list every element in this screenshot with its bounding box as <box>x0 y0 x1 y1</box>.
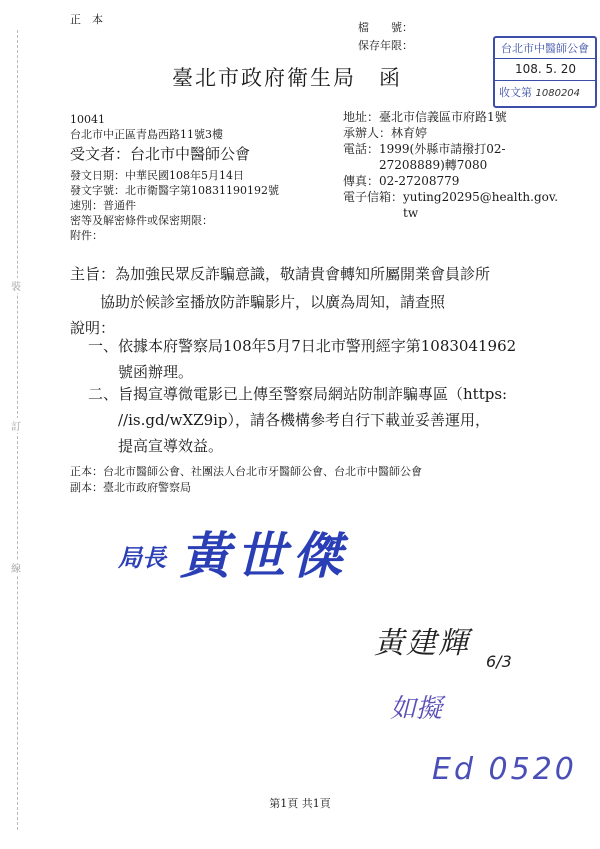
recipient-name: 台北市中醫師公會 <box>130 145 251 163</box>
contact-email: 電子信箱：yuting20295@health.gov. <box>343 190 559 204</box>
contact-email-cont: tw <box>403 206 419 220</box>
explanation-label: 說明： <box>70 319 116 337</box>
attachment: 附件： <box>70 229 103 242</box>
director-title: 局長 <box>118 544 166 572</box>
meta-block <box>70 168 279 243</box>
stamp-receipt <box>499 84 580 100</box>
contact-phone-cont: 27208889)轉7080 <box>379 158 488 172</box>
explanation-item-1: 一、依據本府警察局108年5月7日北市警刑經字第1083041962 號函辦理。 <box>88 337 517 381</box>
receipt-stamp <box>493 36 597 108</box>
sender-address: 台北市中正區青島西路11號3樓 <box>70 128 223 141</box>
handwritten-initials: Ed 0520 <box>432 752 577 787</box>
sender-postcode: 10041 <box>70 113 105 126</box>
binding-char-zhuang: 裝 <box>11 278 21 293</box>
director-name: 黃世傑 <box>180 527 348 585</box>
contact-handler: 承辦人：林育婷 <box>343 126 428 140</box>
subject-label: 主旨： <box>70 265 116 283</box>
item2-number: 二、 <box>88 385 119 403</box>
page-footer: 第1頁 共1頁 <box>269 797 331 810</box>
document-title: 臺北市政府衛生局 函 <box>172 66 402 90</box>
binding-char-xian: 線 <box>11 560 21 575</box>
contact-phone: 電話：1999(外縣市請撥打02- <box>343 142 506 156</box>
binding-margin <box>0 0 28 849</box>
contact-block <box>343 109 583 221</box>
stamp-date: 108. 5. 20 <box>515 62 577 76</box>
subject-line-2: 協助於候診室播放防詐騙影片，以廣為周知，請查照 <box>100 293 446 311</box>
issue-ref: 發文字號：北市衛醫字第10831190192號 <box>70 184 279 197</box>
explanation-item-2: 二、旨揭宣導微電影已上傳至警察局網站防制詐騙專區（https: //is.gd/wXZ9ip），請各機構參考自行下載並妥善運用， 提高宣導效益。 <box>88 385 508 455</box>
distribution-copy: 副本：臺北市政府警察局 <box>70 481 191 494</box>
contact-fax: 傳真：02-27208779 <box>343 174 460 188</box>
stamp-org: 台北市中醫師公會 <box>501 42 589 55</box>
distribution-original: 正本：台北市醫師公會、社團法人台北市牙醫師公會、台北市中醫師公會 <box>70 465 422 478</box>
handwritten-signature: 黃建輝 <box>374 626 470 661</box>
stamp-recv-no: 1080204 <box>535 88 581 99</box>
handwritten-date: 6/3 <box>486 652 512 671</box>
contact-address: 地址：臺北市信義區市府路1號 <box>343 110 507 124</box>
item1-number: 一、 <box>88 337 119 355</box>
handwritten-approval: 如擬 <box>390 694 443 724</box>
issue-date: 發文日期：中華民國108年5月14日 <box>70 169 244 182</box>
recipient-line <box>70 143 250 165</box>
speed-class: 速別：普通件 <box>70 199 136 212</box>
subject-block <box>70 263 590 313</box>
copy-mark: 正 本 <box>70 13 103 26</box>
recipient-label: 受文者： <box>70 145 131 163</box>
file-no-label: 檔 號： <box>358 21 413 34</box>
subject-line-1: 主旨：為加強民眾反詐騙意識，敬請貴會轉知所屬開業會員診所 <box>70 265 491 283</box>
secrecy-class: 密等及解密條件或保密期限： <box>70 214 213 227</box>
stamp-recv-label: 收文第 <box>499 86 532 99</box>
binding-char-ding: 訂 <box>11 418 21 433</box>
retention-label: 保存年限： <box>358 39 413 52</box>
